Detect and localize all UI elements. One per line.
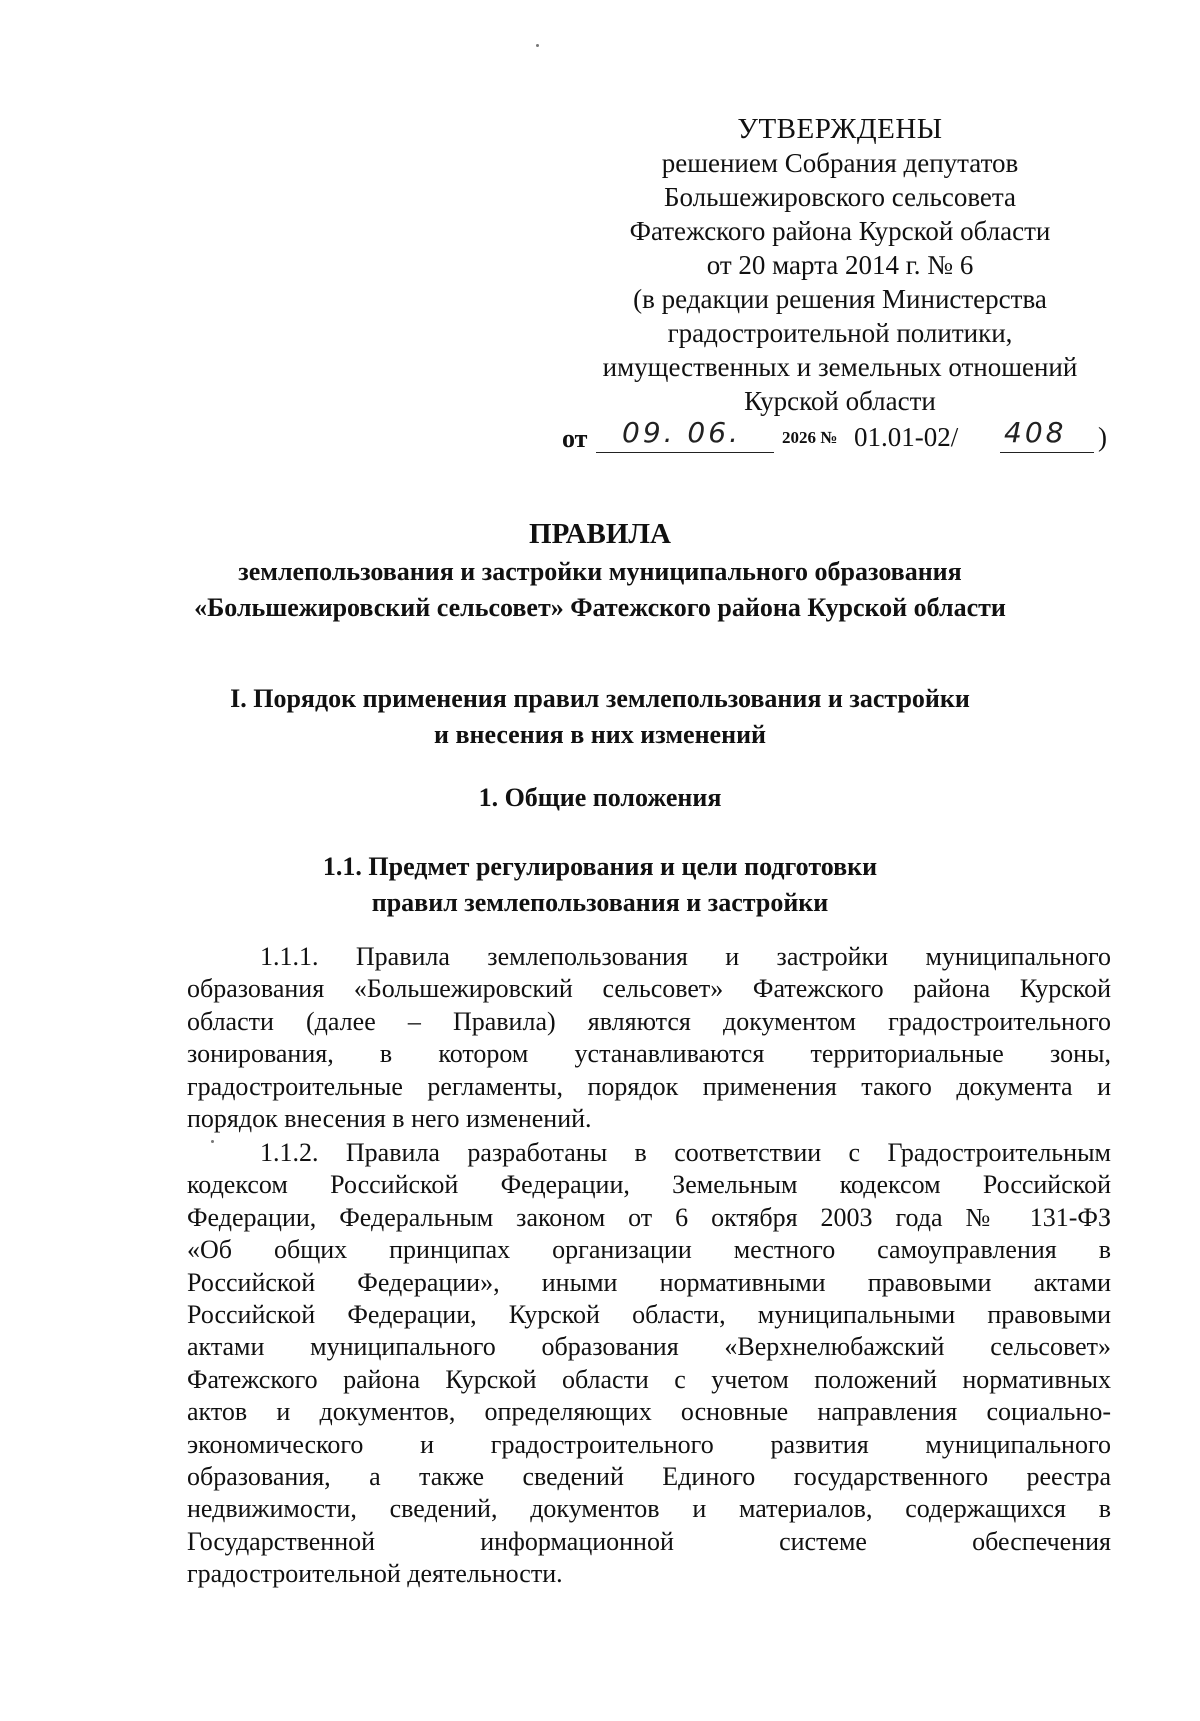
section-heading-line: I. Порядок применения правил землепользования и застройки (230, 684, 970, 713)
scan-speck (536, 44, 539, 47)
subsection-heading: 1. Общие положения (478, 783, 722, 812)
paragraph-line: Государственной информационной системе обеспечения (187, 1526, 1111, 1556)
approval-line: Курской области (744, 386, 936, 416)
subtitle-line: «Большежировский сельсовет» Фатежского района Курской области (194, 593, 1006, 622)
paragraph-line: Российской Федерации», иными нормативными правовыми актами (187, 1267, 1111, 1297)
paragraph-line: Российской Федерации, Курской области, муниципальными правовыми (187, 1300, 1111, 1330)
edition-number-prefix: 01.01-02/ (854, 422, 959, 452)
paragraph-line: «Об общих принципах организации местного самоуправления в (187, 1235, 1111, 1265)
approval-line: градостроительной политики, (667, 318, 1013, 348)
document-subtitle (0, 554, 1200, 626)
paragraph-line: Федерации, Федеральным законом от 6 октября 2003 года № 131-ФЗ (187, 1202, 1111, 1232)
paragraph-line: порядок внесения в него изменений. (187, 1104, 592, 1134)
paragraph-line: образования «Большежировский сельсовет» Фатежского района Курской (187, 974, 1111, 1004)
approval-line: (в редакции решения Министерства (633, 284, 1047, 314)
edition-year-label: 2026 № (782, 428, 838, 447)
paragraph-line: образования, а также сведений Единого государственного реестра (187, 1462, 1111, 1492)
date-blank (596, 418, 774, 453)
subsubsection-heading (0, 849, 1200, 921)
section-heading-line: и внесения в них изменений (433, 720, 767, 749)
paragraph-line: актов и документов, определяющих основные направления социально- (187, 1397, 1111, 1427)
paragraph-line: области (далее – Правила) являются документом градостроительного (187, 1006, 1111, 1036)
approval-line: от 20 марта 2014 г. № 6 (706, 250, 974, 280)
number-blank (1000, 418, 1094, 453)
section-heading (0, 681, 1200, 753)
paragraph-1-1-1 (187, 941, 1111, 1135)
paragraph-1-1-2 (187, 1137, 1111, 1591)
subtitle-line: землепользования и застройки муниципального образования (238, 557, 962, 586)
edition-closing-paren: ) (1098, 422, 1107, 452)
paragraph-line: градостроительные регламенты, порядок применения такого документа и (187, 1071, 1111, 1101)
approval-line: Большежировского сельсовета (663, 182, 1017, 212)
approval-line: решением Собрания депутатов (661, 148, 1019, 178)
handwritten-date: 09. 06. (622, 416, 741, 449)
edition-ot-label: от (562, 424, 588, 453)
handwritten-number: 408 (1004, 416, 1067, 449)
document-title: ПРАВИЛА (529, 518, 671, 550)
paragraph-line: экономического и градостроительного развития муниципального (187, 1429, 1111, 1459)
subsubsection-heading-line: правил землепользования и застройки (371, 888, 829, 917)
paragraph-line: 1.1.2. Правила разработаны в соответствии с Градостроительным (260, 1138, 1111, 1167)
approval-line: имущественных и земельных отношений (602, 352, 1078, 382)
approval-block (560, 112, 1120, 418)
approval-line: Фатежского района Курской области (629, 216, 1051, 246)
edition-line (562, 416, 1107, 458)
paragraph-line: градостроительной деятельности. (187, 1559, 563, 1589)
paragraph-line: актами муниципального образования «Верхнелюбажский сельсовет» (187, 1332, 1111, 1362)
subsubsection-heading-line: 1.1. Предмет регулирования и цели подготовки (322, 852, 878, 881)
paragraph-line: зонирования, в котором устанавливаются территориальные зоны, (187, 1039, 1111, 1069)
paragraph-line: недвижимости, сведений, документов и материалов, содержащихся в (187, 1494, 1111, 1524)
paragraph-line: кодексом Российской Федерации, Земельным кодексом Российской (187, 1170, 1111, 1200)
paragraph-line: 1.1.1. Правила землепользования и застройки муниципального (260, 942, 1111, 971)
paragraph-line: Фатежского района Курской области с учетом положений нормативных (187, 1364, 1111, 1394)
approval-heading: УТВЕРЖДЕНЫ (737, 113, 943, 145)
